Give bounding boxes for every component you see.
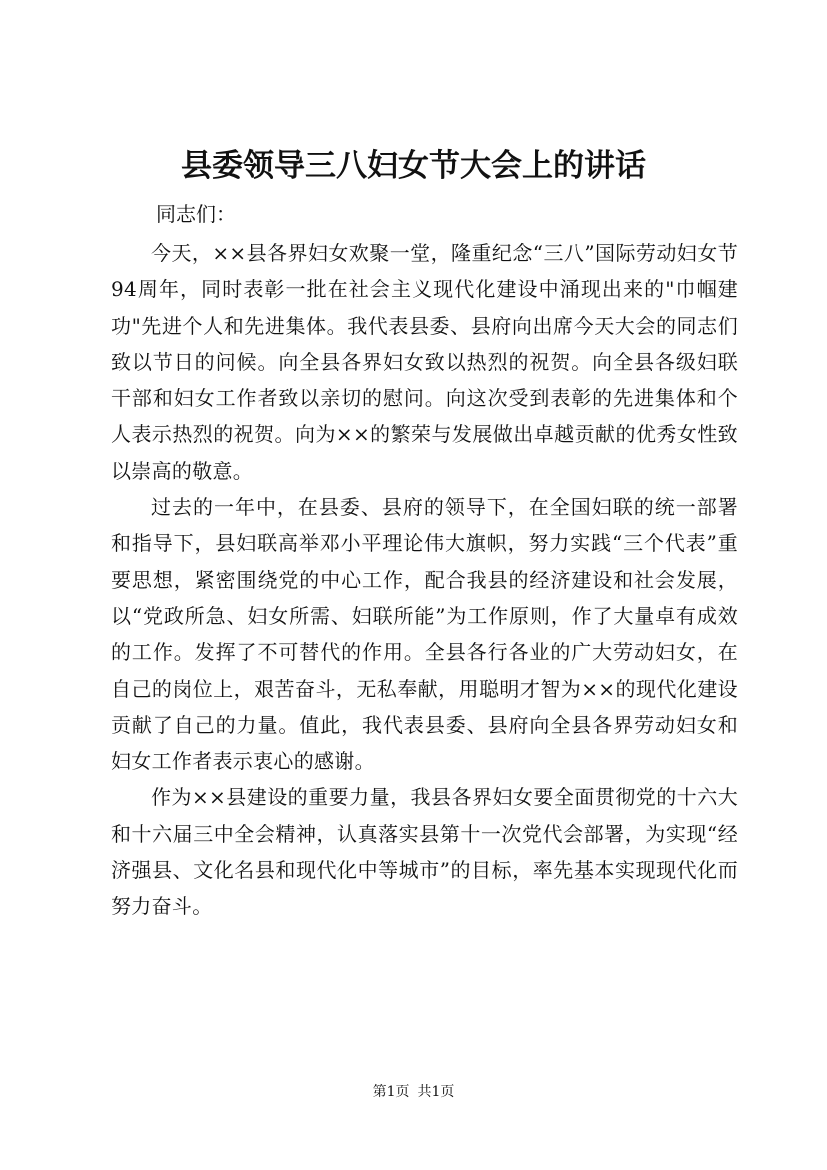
document-body — [111, 235, 738, 925]
page-number: 第1页 — [372, 1084, 410, 1100]
paragraph-2: 过去的一年中，在县委、县府的领导下，在全国妇联的统一部署和指导下，县妇联高举邓小平理论伟大旗帜，努力实践“三个代表”重要思想，紧密围绕党的中心工作，配合我县的经济建设和社会发展，以“党政所急、妇女所需、妇联所能”为工作原则，作了大量卓有成效的工作。发挥了不可替代的作用。全县各行各业的广大劳动妇女，在自己的岗位上，艰苦奋斗，无私奉献，用聪明才智为××的现代化建设贡献了自己的力量。值此，我代表县委、县府向全县各界劳动妇女和妇女工作者表示衷心的感谢。 — [111, 495, 738, 774]
page-footer — [0, 1082, 827, 1102]
paragraph-3: 作为××县建设的重要力量，我县各界妇女要全面贯彻党的十六大和十六届三中全会精神，认真落实县第十一次党代会部署，为实现“经济强县、文化名县和现代化中等城市”的目标，率先基本实现现代化而努力奋斗。 — [111, 785, 738, 919]
paragraph-1: 今天，××县各界妇女欢聚一堂，隆重纪念“三八”国际劳动妇女节94周年，同时表彰一批在社会主义现代化建设中涌现出来的"巾帼建功"先进个人和先进集体。我代表县委、县府向出席今天大会的同志们致以节日的问候。向全县各界妇女致以热烈的祝贺。向全县各级妇联干部和妇女工作者致以亲切的慰问。向这次受到表彰的先进集体和个人表示热烈的祝贺。向为××的繁荣与发展做出卓越贡献的优秀女性致以崇高的敬意。 — [111, 241, 738, 483]
document-title: 县委领导三八妇女节大会上的讲话 — [181, 148, 646, 184]
salutation: 同志们： — [156, 202, 236, 226]
page-total: 共1页 — [417, 1084, 455, 1100]
